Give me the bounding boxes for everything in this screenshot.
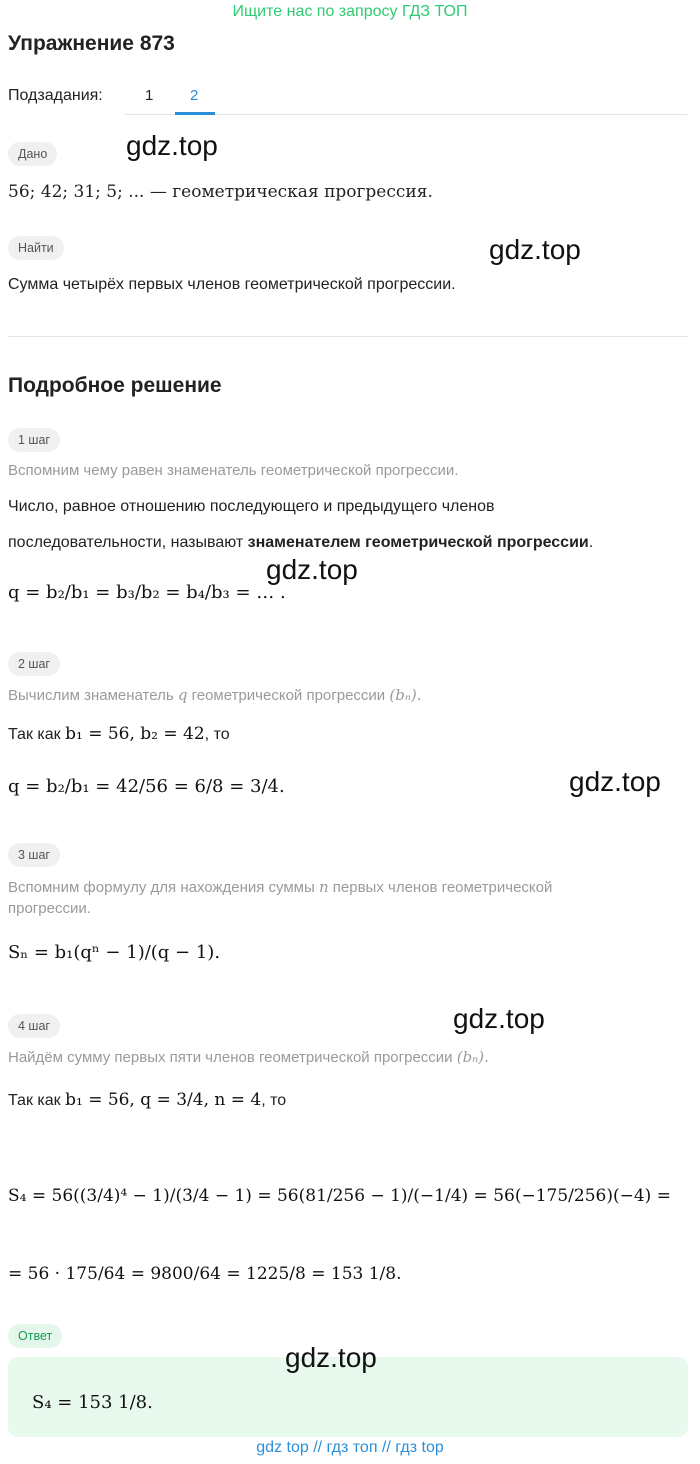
watermark: gdz.top	[489, 234, 581, 265]
solution-heading: Подробное решение	[8, 374, 222, 397]
watermark: gdz.top	[126, 130, 218, 161]
step-hint-text: Найдём сумму первых пяти членов геометрической прогрессии	[8, 1049, 457, 1066]
subtasks-label: Подзадания:	[8, 87, 103, 104]
find-text: Сумма четырёх первых членов геометрической прогрессии.	[8, 276, 456, 293]
step-hint: Вспомним чему равен знаменатель геометрической прогрессии.	[8, 462, 459, 479]
step-text-math: b₁ = 56, b₂ = 42	[65, 724, 205, 744]
step-pill: 4 шаг	[8, 1014, 60, 1038]
answer-formula: S₄ = 153 1/8.	[32, 1392, 153, 1413]
find-pill: Найти	[8, 236, 64, 260]
step-hint-text: первых членов геометрической	[328, 879, 553, 896]
step-text-end: , то	[204, 726, 230, 743]
step-hint-text: Вычислим знаменатель	[8, 687, 178, 704]
watermark: gdz.top	[266, 554, 358, 585]
step-text-end: .	[588, 534, 594, 551]
given-sequence: 56; 42; 31; 5; ... — геометрическая прогрессия.	[8, 182, 433, 202]
step-text-bold: знаменателем геометрической прогрессии	[247, 534, 589, 551]
search-banner: Ищите нас по запросу ГДЗ ТОП	[232, 3, 468, 20]
step-text-plain: Так как	[8, 726, 66, 743]
step-hint-seq: (bₙ).	[389, 686, 422, 704]
step-hint-seq: (bₙ).	[456, 1048, 489, 1066]
step-hint	[8, 878, 552, 896]
watermark: gdz.top	[285, 1342, 377, 1373]
answer-pill: Ответ	[8, 1324, 62, 1348]
step-hint-text: геометрической прогрессии	[187, 687, 390, 704]
step-text-math: b₁ = 56, q = 3/4, n = 4	[65, 1090, 262, 1110]
step-text-plain: Так как	[8, 1092, 66, 1109]
step-pill: 2 шаг	[8, 652, 60, 676]
step-hint-continuation: прогрессии.	[8, 900, 91, 917]
step-text	[8, 1090, 286, 1110]
step-hint	[8, 686, 422, 704]
page-title: Упражнение 873	[8, 32, 175, 55]
step-hint-var: q	[177, 686, 188, 704]
section-divider	[8, 336, 688, 337]
footer-links[interactable]: gdz top // гдз топ // гдз top	[256, 1439, 444, 1456]
step-pill: 3 шаг	[8, 843, 60, 867]
formula-sum: Sₙ = b₁(qⁿ − 1)/(q − 1).	[8, 942, 221, 963]
formula-denominator-definition: q = b₂/b₁ = b₃/b₂ = b₄/b₃ = … .	[8, 582, 286, 603]
watermark: gdz.top	[569, 766, 661, 797]
given-text	[8, 182, 433, 202]
watermark: gdz.top	[453, 1003, 545, 1034]
step-text-plain: последовательности, называют	[8, 534, 248, 551]
tab-subtask-2[interactable]: 2	[190, 87, 199, 104]
step-hint-var: n	[318, 878, 329, 896]
step-text: Число, равное отношению последующего и предыдущего членов	[8, 498, 495, 515]
step-pill: 1 шаг	[8, 428, 60, 452]
active-tab-indicator	[175, 112, 215, 115]
step-text-end: , то	[261, 1092, 287, 1109]
step-hint-text: Вспомним формулу для нахождения суммы	[8, 879, 319, 896]
step-text	[8, 534, 593, 552]
formula-denominator: q = b₂/b₁ = 42/56 = 6/8 = 3/4.	[8, 776, 285, 797]
formula-s4-line2: = 56 · 175/64 = 9800/64 = 1225/8 = 153 1/8.	[8, 1264, 402, 1284]
given-pill: Дано	[8, 142, 57, 166]
step-hint	[8, 1048, 489, 1066]
tab-subtask-1[interactable]: 1	[145, 87, 154, 104]
formula-s4-line1: S₄ = 56((3/4)⁴ − 1)/(3/4 − 1) = 56(81/256 − 1)/(−1/4) = 56(−175/256)(−4) =	[8, 1186, 671, 1206]
step-text	[8, 724, 230, 744]
